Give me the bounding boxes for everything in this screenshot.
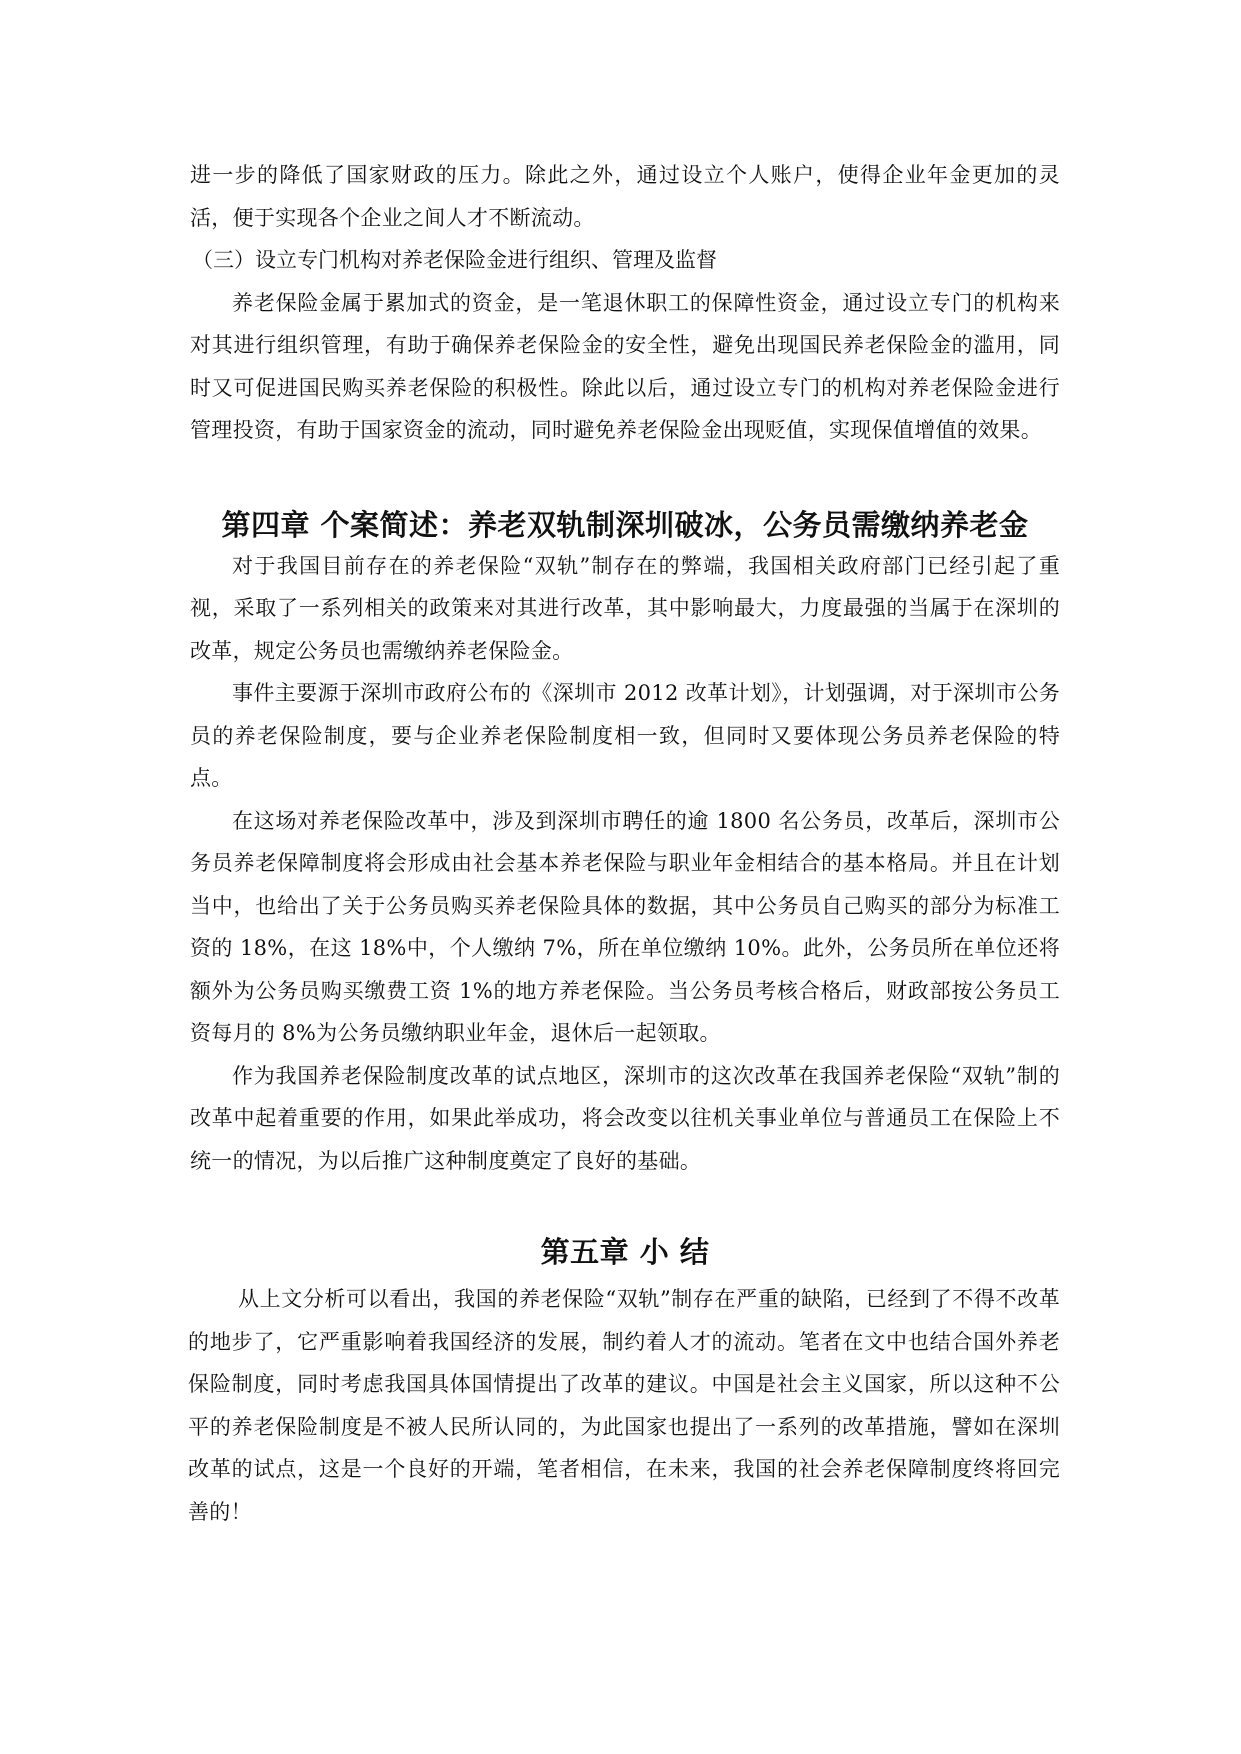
chapter-4-paragraph-2: 事件主要源于深圳市政府公布的《深圳市 2012 改革计划》，计划强调，对于深圳市公务员的养老保险制度，要与企业养老保险制度相一致，但同时又要体现公务员养老保险的特点。 xyxy=(190,681,1060,790)
chapter-4-paragraph-3: 在这场对养老保险改革中，涉及到深圳市聘任的逾 1800 名公务员，改革后，深圳市公务员养老保障制度将会形成由社会基本养老保险与职业年金相结合的基本格局。并且在计划当中，也给出了关于公务员购买养老保险具体的数据，其中公务员自己购买的部分为标准工资的 18%，在这 18%中，个人缴纳 7%，所在单位缴纳 10%。此外，公务员所在单位还将额外为公务员购买缴费工资 1%的地方养老保险。当公务员考核合格后，财政部按公务员工资每月的 8%为公务员缴纳职业年金，退休后一起领取。 xyxy=(190,808,1060,1045)
chapter-4-title: 第四章 个案简述：养老双轨制深圳破冰，公务员需缴纳养老金 xyxy=(221,507,1029,542)
chapter-5-body xyxy=(188,1278,1060,1533)
chapter-5-title: 第五章 小 结 xyxy=(540,1235,710,1269)
paragraph-continuation: 进一步的降低了国家财政的压力。除此之外，通过设立个人账户，使得企业年金更加的灵活，便于实现各个企业之间人才不断流动。 xyxy=(190,163,1060,230)
section-subheading: （三）设立专门机构对养老保险金进行组织、管理及监督 xyxy=(192,248,717,272)
page-content xyxy=(190,154,1060,1533)
chapter-4-paragraph-4: 作为我国养老保险制度改革的试点地区，深圳市的这次改革在我国养老保险“双轨”制的改革中起着重要的作用，如果此举成功，将会改变以往机关事业单位与普通员工在保险上不统一的情况，为以后推广这种制度奠定了良好的基础。 xyxy=(190,1063,1060,1173)
paragraph-pension-agency: 养老保险金属于累加式的资金，是一笔退休职工的保障性资金，通过设立专门的机构来对其进行组织管理，有助于确保养老保险金的安全性，避免出现国民养老保险金的滥用，同时又可促进国民购买养老保险的积极性。除此以后，通过设立专门的机构对养老保险金进行管理投资，有助于国家资金的流动，同时避免养老保险金出现贬值，实现保值增值的效果。 xyxy=(190,290,1060,442)
chapter-5-paragraph: 从上文分析可以看出，我国的养老保险“双轨”制存在严重的缺陷，已经到了不得不改革的地步了，它严重影响着我国经济的发展，制约着人才的流动。笔者在文中也结合国外养老保险制度，同时考虑我国具体国情提出了改革的建议。中国是社会主义国家，所以这种不公平的养老保险制度是不被人民所认同的，为此国家也提出了一系列的改革措施，譬如在深圳改革的试点，这是一个良好的开端，笔者相信，在未来，我国的社会养老保障制度终将回完善的！ xyxy=(188,1287,1060,1524)
chapter-4-paragraph-1: 对于我国目前存在的养老保险“双轨”制存在的弊端，我国相关政府部门已经引起了重视，采取了一系列相关的政策来对其进行改革，其中影响最大，力度最强的当属于在深圳的改革，规定公务员也需缴纳养老保险金。 xyxy=(190,553,1060,663)
